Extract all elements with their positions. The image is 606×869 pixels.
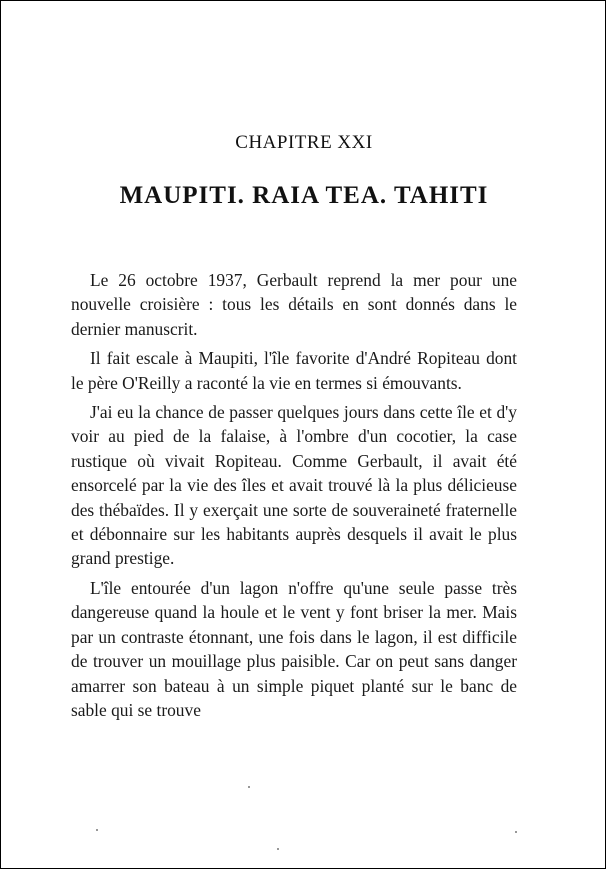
scan-speck (96, 829, 98, 831)
paragraph-2: Il fait escale à Maupiti, l'île favorite d'André Ropiteau dont le père O'Reilly a raconté la vie en termes si émouvants. (71, 348, 517, 393)
chapter-title: MAUPITI. RAIA TEA. TAHITI (119, 182, 489, 209)
paragraph-1: Le 26 octobre 1937, Gerbault reprend la mer pour une nouvelle croisière : tous les détails en sont donnés dans le dernier manuscrit. (71, 270, 517, 339)
chapter-heading: CHAPITRE XXI (235, 132, 373, 153)
body-text (71, 268, 517, 727)
scan-speck (515, 831, 517, 833)
paragraph-4: L'île entourée d'un lagon n'offre qu'une seule passe très dangereuse quand la houle et le vent y font briser la mer. Mais par un contraste étonnant, une fois dans le lagon, il est difficile de trouver un mouillage plus paisible. Car on peut sans danger amarrer son bateau à un simple piquet planté sur le banc de sable qui se trouve (71, 577, 517, 720)
scan-speck (248, 786, 250, 788)
scan-speck (277, 848, 279, 850)
paragraph-3: J'ai eu la chance de passer quelques jours dans cette île et d'y voir au pied de la falaise, à l'ombre d'un cocotier, la case rustique où vivait Ropiteau. Comme Gerbault, il avait été ensorcelé par la vie des îles et avait trouvé là la plus délicieuse des thébaïdes. Il y exerçait une sorte de souveraineté fraternelle et débonnaire sur les habitants auprès desquels il avait le plus grand prestige. (71, 402, 517, 569)
